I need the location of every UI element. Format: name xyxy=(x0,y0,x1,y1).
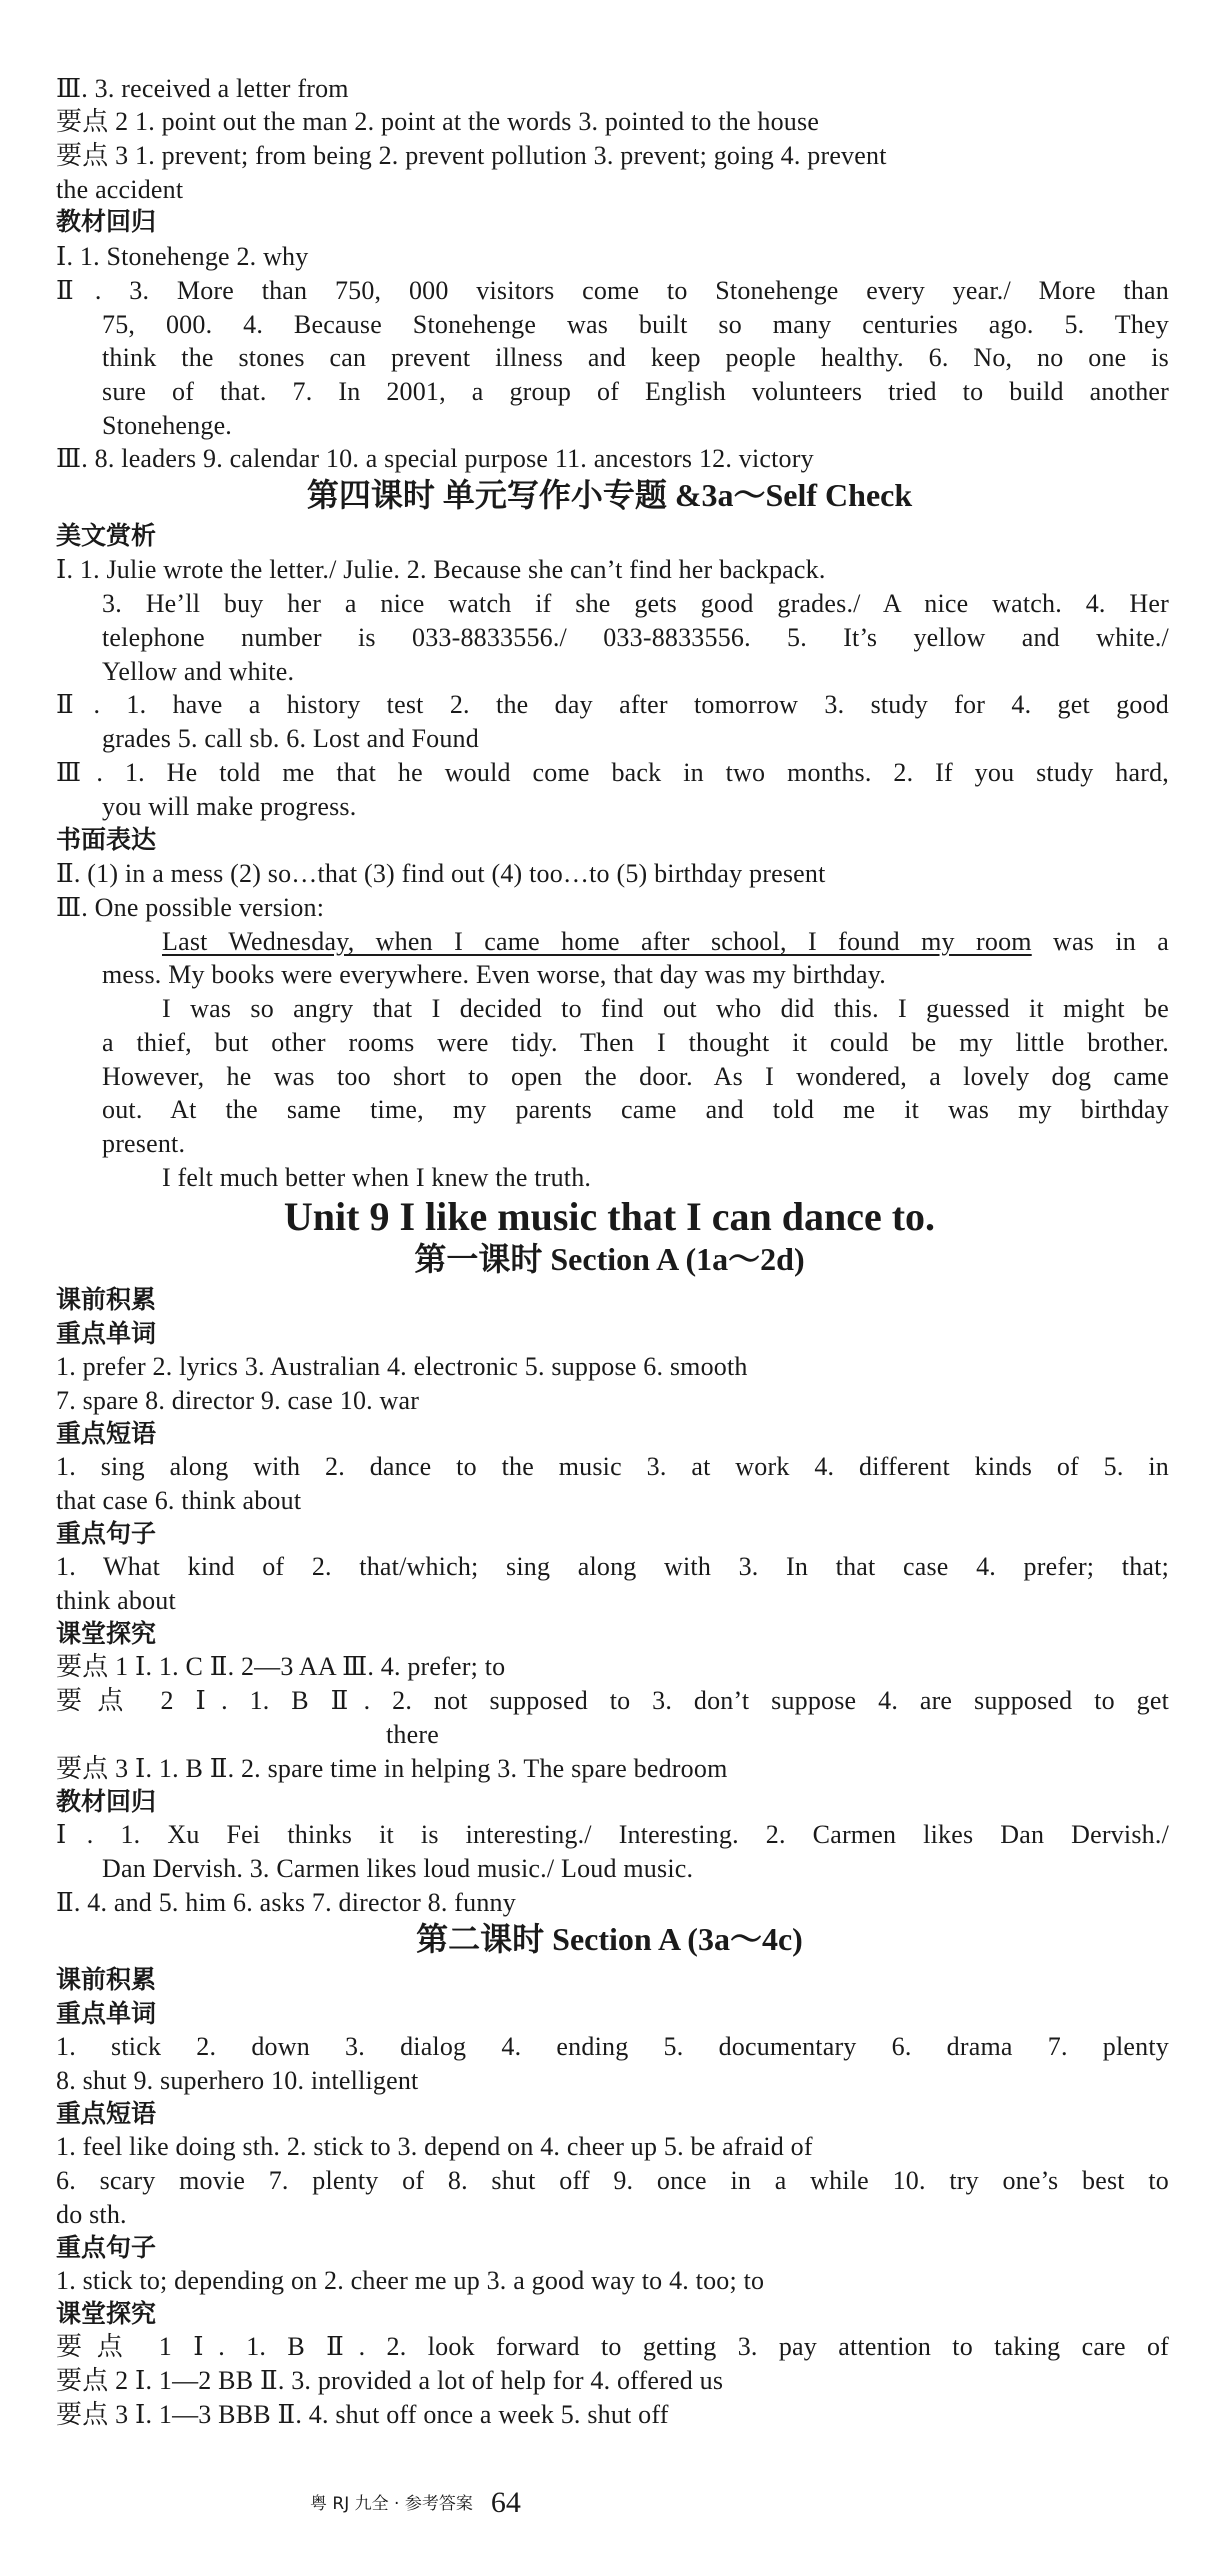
answer-line: 1. sing along with 2. dance to the music 3. at work 4. different kinds of 5. in xyxy=(56,1452,1169,1481)
subsection-heading: 重点句子 xyxy=(56,1519,157,1548)
subsection-heading: 重点句子 xyxy=(56,2233,157,2262)
answer-line: 要点 3 Ⅰ. 1. B Ⅱ. 2. spare time in helping 3. The spare bedroom xyxy=(56,1754,728,1783)
answer-line: Ⅲ. 8. leaders 9. calendar 10. a special purpose 11. ancestors 12. victory xyxy=(56,444,814,473)
section-heading: 美文赏析 xyxy=(56,521,157,550)
answer-line: Ⅰ. 1. Stonehenge 2. why xyxy=(56,242,309,271)
answer-line: 要点 2 Ⅰ. 1. B Ⅱ. 2. not supposed to 3. don’t suppose 4. are supposed to get xyxy=(56,1686,1169,1715)
footer-label: 粤 RJ 九全 · 参考答案 xyxy=(310,2494,473,2514)
answer-line: the accident xyxy=(56,175,184,204)
page-footer xyxy=(310,2483,521,2523)
answer-line: 75, 000. 4. Because Stonehenge was built so many centuries ago. 5. They xyxy=(102,310,1169,339)
essay-line: I felt much better when I knew the truth. xyxy=(162,1163,592,1192)
answer-line: Ⅰ. 1. Xu Fei thinks it is interesting./ Interesting. 2. Carmen likes Dan Dervish./ xyxy=(56,1820,1169,1849)
answer-line: 要点 1 Ⅰ. 1. C Ⅱ. 2—3 AA Ⅲ. 4. prefer; to xyxy=(56,1652,506,1681)
answer-line: Ⅰ. 1. Julie wrote the letter./ Julie. 2. Because she can’t find her backpack. xyxy=(56,555,826,584)
answer-line: that case 6. think about xyxy=(56,1486,302,1515)
answer-line: think about xyxy=(56,1586,176,1615)
answer-line: Ⅲ. 3. received a letter from xyxy=(56,74,349,103)
answer-line: 6. scary movie 7. plenty of 8. shut off 9. once in a while 10. try one’s best to xyxy=(56,2166,1169,2195)
answer-line: Ⅱ. 4. and 5. him 6. asks 7. director 8. funny xyxy=(56,1888,516,1917)
essay-line xyxy=(162,925,1169,959)
answer-line: 1. prefer 2. lyrics 3. Australian 4. electronic 5. suppose 6. smooth xyxy=(56,1352,748,1381)
answer-line: do sth. xyxy=(56,2200,127,2229)
answer-line: sure of that. 7. In 2001, a group of English volunteers tried to build another xyxy=(102,377,1169,406)
subsection-heading: 重点单词 xyxy=(56,1999,157,2028)
answer-line: telephone number is 033-8833556./ 033-8833556. 5. It’s yellow and white./ xyxy=(102,623,1169,652)
subsection-heading: 重点单词 xyxy=(56,1319,157,1348)
answer-line: 7. spare 8. director 9. case 10. war xyxy=(56,1386,420,1415)
lesson-heading: 第四课时 单元写作小专题 &3a～Self Check xyxy=(306,477,913,513)
answer-line: Yellow and white. xyxy=(102,657,295,686)
essay-line: out. At the same time, my parents came and told me it was my birthday xyxy=(102,1095,1169,1124)
answer-line: 1. stick to; depending on 2. cheer me up 3. a good way to 4. too; to xyxy=(56,2266,765,2295)
essay-line: mess. My books were everywhere. Even worse, that day was my birthday. xyxy=(102,960,886,989)
section-heading: 课堂探究 xyxy=(56,1619,157,1648)
answer-line: 要点 3 Ⅰ. 1—3 BBB Ⅱ. 4. shut off once a week 5. shut off xyxy=(56,2400,669,2429)
subsection-heading: 重点短语 xyxy=(56,1419,157,1448)
subsection-heading: 重点短语 xyxy=(56,2099,157,2128)
answer-line: Ⅱ. 3. More than 750, 000 visitors come to Stonehenge every year./ More than xyxy=(56,276,1169,305)
answer-line: 1. What kind of 2. that/which; sing along with 3. In that case 4. prefer; that; xyxy=(56,1552,1169,1581)
answer-line: 3. He’ll buy her a nice watch if she gets good grades./ A nice watch. 4. Her xyxy=(102,589,1169,618)
answer-line: Dan Dervish. 3. Carmen likes loud music./ Loud music. xyxy=(102,1854,694,1883)
answer-line: 1. feel like doing sth. 2. stick to 3. depend on 4. cheer up 5. be afraid of xyxy=(56,2132,813,2161)
page-number: 64 xyxy=(490,2486,521,2519)
essay-line: a thief, but other rooms were tidy. Then I thought it could be my little brother. xyxy=(102,1028,1169,1057)
section-heading: 课前积累 xyxy=(56,1965,157,1994)
lesson-heading: 第一课时 Section A (1a～2d) xyxy=(414,1241,805,1277)
section-heading: 书面表达 xyxy=(56,825,157,854)
essay-line: present. xyxy=(102,1129,186,1158)
essay-line: I was so angry that I decided to find out who did this. I guessed it might be xyxy=(162,994,1169,1023)
answer-line: Ⅱ. 1. have a history test 2. the day after tomorrow 3. study for 4. get good xyxy=(56,690,1169,719)
answer-line: 1. stick 2. down 3. dialog 4. ending 5. documentary 6. drama 7. plenty xyxy=(56,2032,1169,2061)
section-heading: 课前积累 xyxy=(56,1285,157,1314)
answer-line: there xyxy=(386,1720,439,1749)
underlined-phrase: Last Wednesday, when I came home after school, I found my room xyxy=(162,927,1032,956)
answer-line: 要点 2 1. point out the man 2. point at the words 3. pointed to the house xyxy=(56,107,820,136)
answer-line: Ⅱ. (1) in a mess (2) so…that (3) find out (4) too…to (5) birthday present xyxy=(56,859,826,888)
answer-line: Stonehenge. xyxy=(102,411,233,440)
answer-line: grades 5. call sb. 6. Lost and Found xyxy=(102,724,479,753)
unit-title: Unit 9 I like music that I can dance to. xyxy=(283,1194,936,1239)
section-heading: 教材回归 xyxy=(56,207,157,236)
answer-line: 要点 2 Ⅰ. 1—2 BB Ⅱ. 3. provided a lot of help for 4. offered us xyxy=(56,2366,724,2395)
section-heading: 教材回归 xyxy=(56,1787,157,1816)
essay-line: However, he was too short to open the door. As I wondered, a lovely dog came xyxy=(102,1062,1169,1091)
answer-line: 要点 1 Ⅰ. 1. B Ⅱ. 2. look forward to getting 3. pay attention to taking care of xyxy=(56,2332,1169,2361)
lesson-heading: 第二课时 Section A (3a～4c) xyxy=(416,1921,803,1957)
answer-line: you will make progress. xyxy=(102,792,357,821)
essay-line-rest: was in a xyxy=(1031,927,1169,956)
answer-line: think the stones can prevent illness and keep people healthy. 6. No, no one is xyxy=(102,343,1169,372)
section-heading: 课堂探究 xyxy=(56,2299,157,2328)
answer-line: Ⅲ. One possible version: xyxy=(56,893,325,922)
answer-line: 8. shut 9. superhero 10. intelligent xyxy=(56,2066,419,2095)
answer-line: Ⅲ. 1. He told me that he would come back in two months. 2. If you study hard, xyxy=(56,758,1169,787)
answer-line: 要点 3 1. prevent; from being 2. prevent pollution 3. prevent; going 4. prevent xyxy=(56,141,887,170)
